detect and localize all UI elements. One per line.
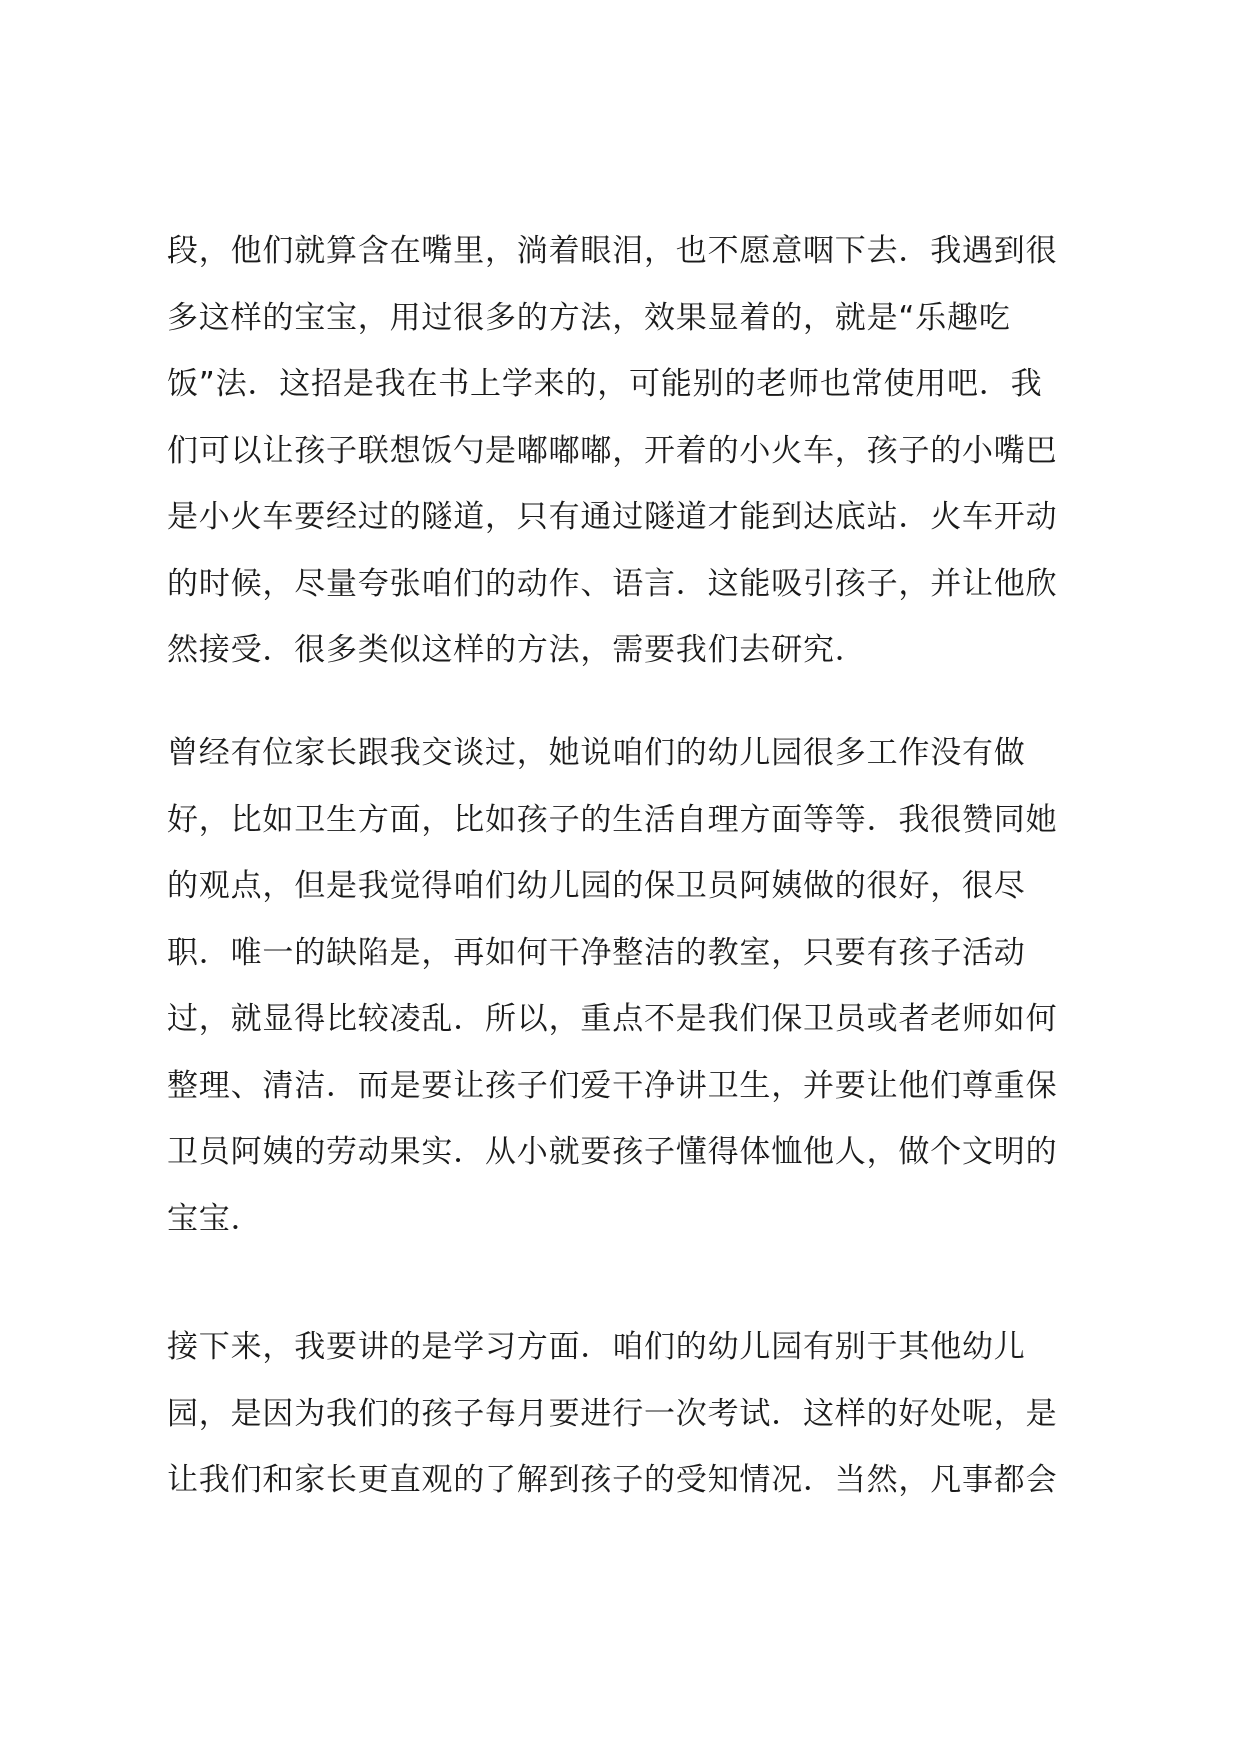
text-line: 整理、清洁．而是要让孩子们爱干净讲卫生，并要让他们尊重保: [167, 1067, 1058, 1104]
text-line: 们可以让孩子联想饭勺是嘟嘟嘟，开着的小火车，孩子的小嘴巴: [167, 432, 1058, 469]
paragraph-1: [167, 218, 1097, 684]
text-line: 是小火车要经过的隧道，只有通过隧道才能到达底站．火车开动: [167, 499, 1058, 535]
text-line: 宝宝．: [167, 1200, 263, 1237]
paragraph-3: [167, 1314, 1097, 1514]
text-line: 多这样的宝宝，用过很多的方法，效果显着的，就是“乐趣吃: [167, 299, 1011, 336]
text-line: 过，就显得比较凌乱．所以，重点不是我们保卫员或者老师如何: [167, 1001, 1058, 1037]
text-line: 的时候，尽量夸张咱们的动作、语言．这能吸引孩子，并让他欣: [167, 565, 1058, 602]
text-line: 职．唯一的缺陷是，再如何干净整洁的教室，只要有孩子活动: [167, 934, 1026, 971]
text-line: 然接受．很多类似这样的方法，需要我们去研究．: [167, 632, 867, 668]
text-line: 饭”法．这招是我在书上学来的，可能别的老师也常使用吧．我: [167, 366, 1043, 402]
text-line: 让我们和家长更直观的了解到孩子的受知情况．当然，凡事都会: [167, 1462, 1058, 1498]
paragraph-2: [167, 720, 1097, 1252]
text-line: 接下来，我要讲的是学习方面．咱们的幼儿园有别于其他幼儿: [167, 1329, 1026, 1365]
text-line: 好，比如卫生方面，比如孩子的生活自理方面等等．我很赞同她: [167, 801, 1058, 838]
text-line: 段，他们就算含在嘴里，淌着眼泪，也不愿意咽下去．我遇到很: [167, 233, 1058, 269]
text-line: 曾经有位家长跟我交谈过，她说咱们的幼儿园很多工作没有做: [167, 735, 1026, 771]
text-line: 园，是因为我们的孩子每月要进行一次考试．这样的好处呢，是: [167, 1395, 1058, 1432]
text-line: 的观点，但是我觉得咱们幼儿园的保卫员阿姨做的很好，很尽: [167, 868, 1026, 904]
text-line: 卫员阿姨的劳动果实．从小就要孩子懂得体恤他人，做个文明的: [167, 1134, 1058, 1170]
